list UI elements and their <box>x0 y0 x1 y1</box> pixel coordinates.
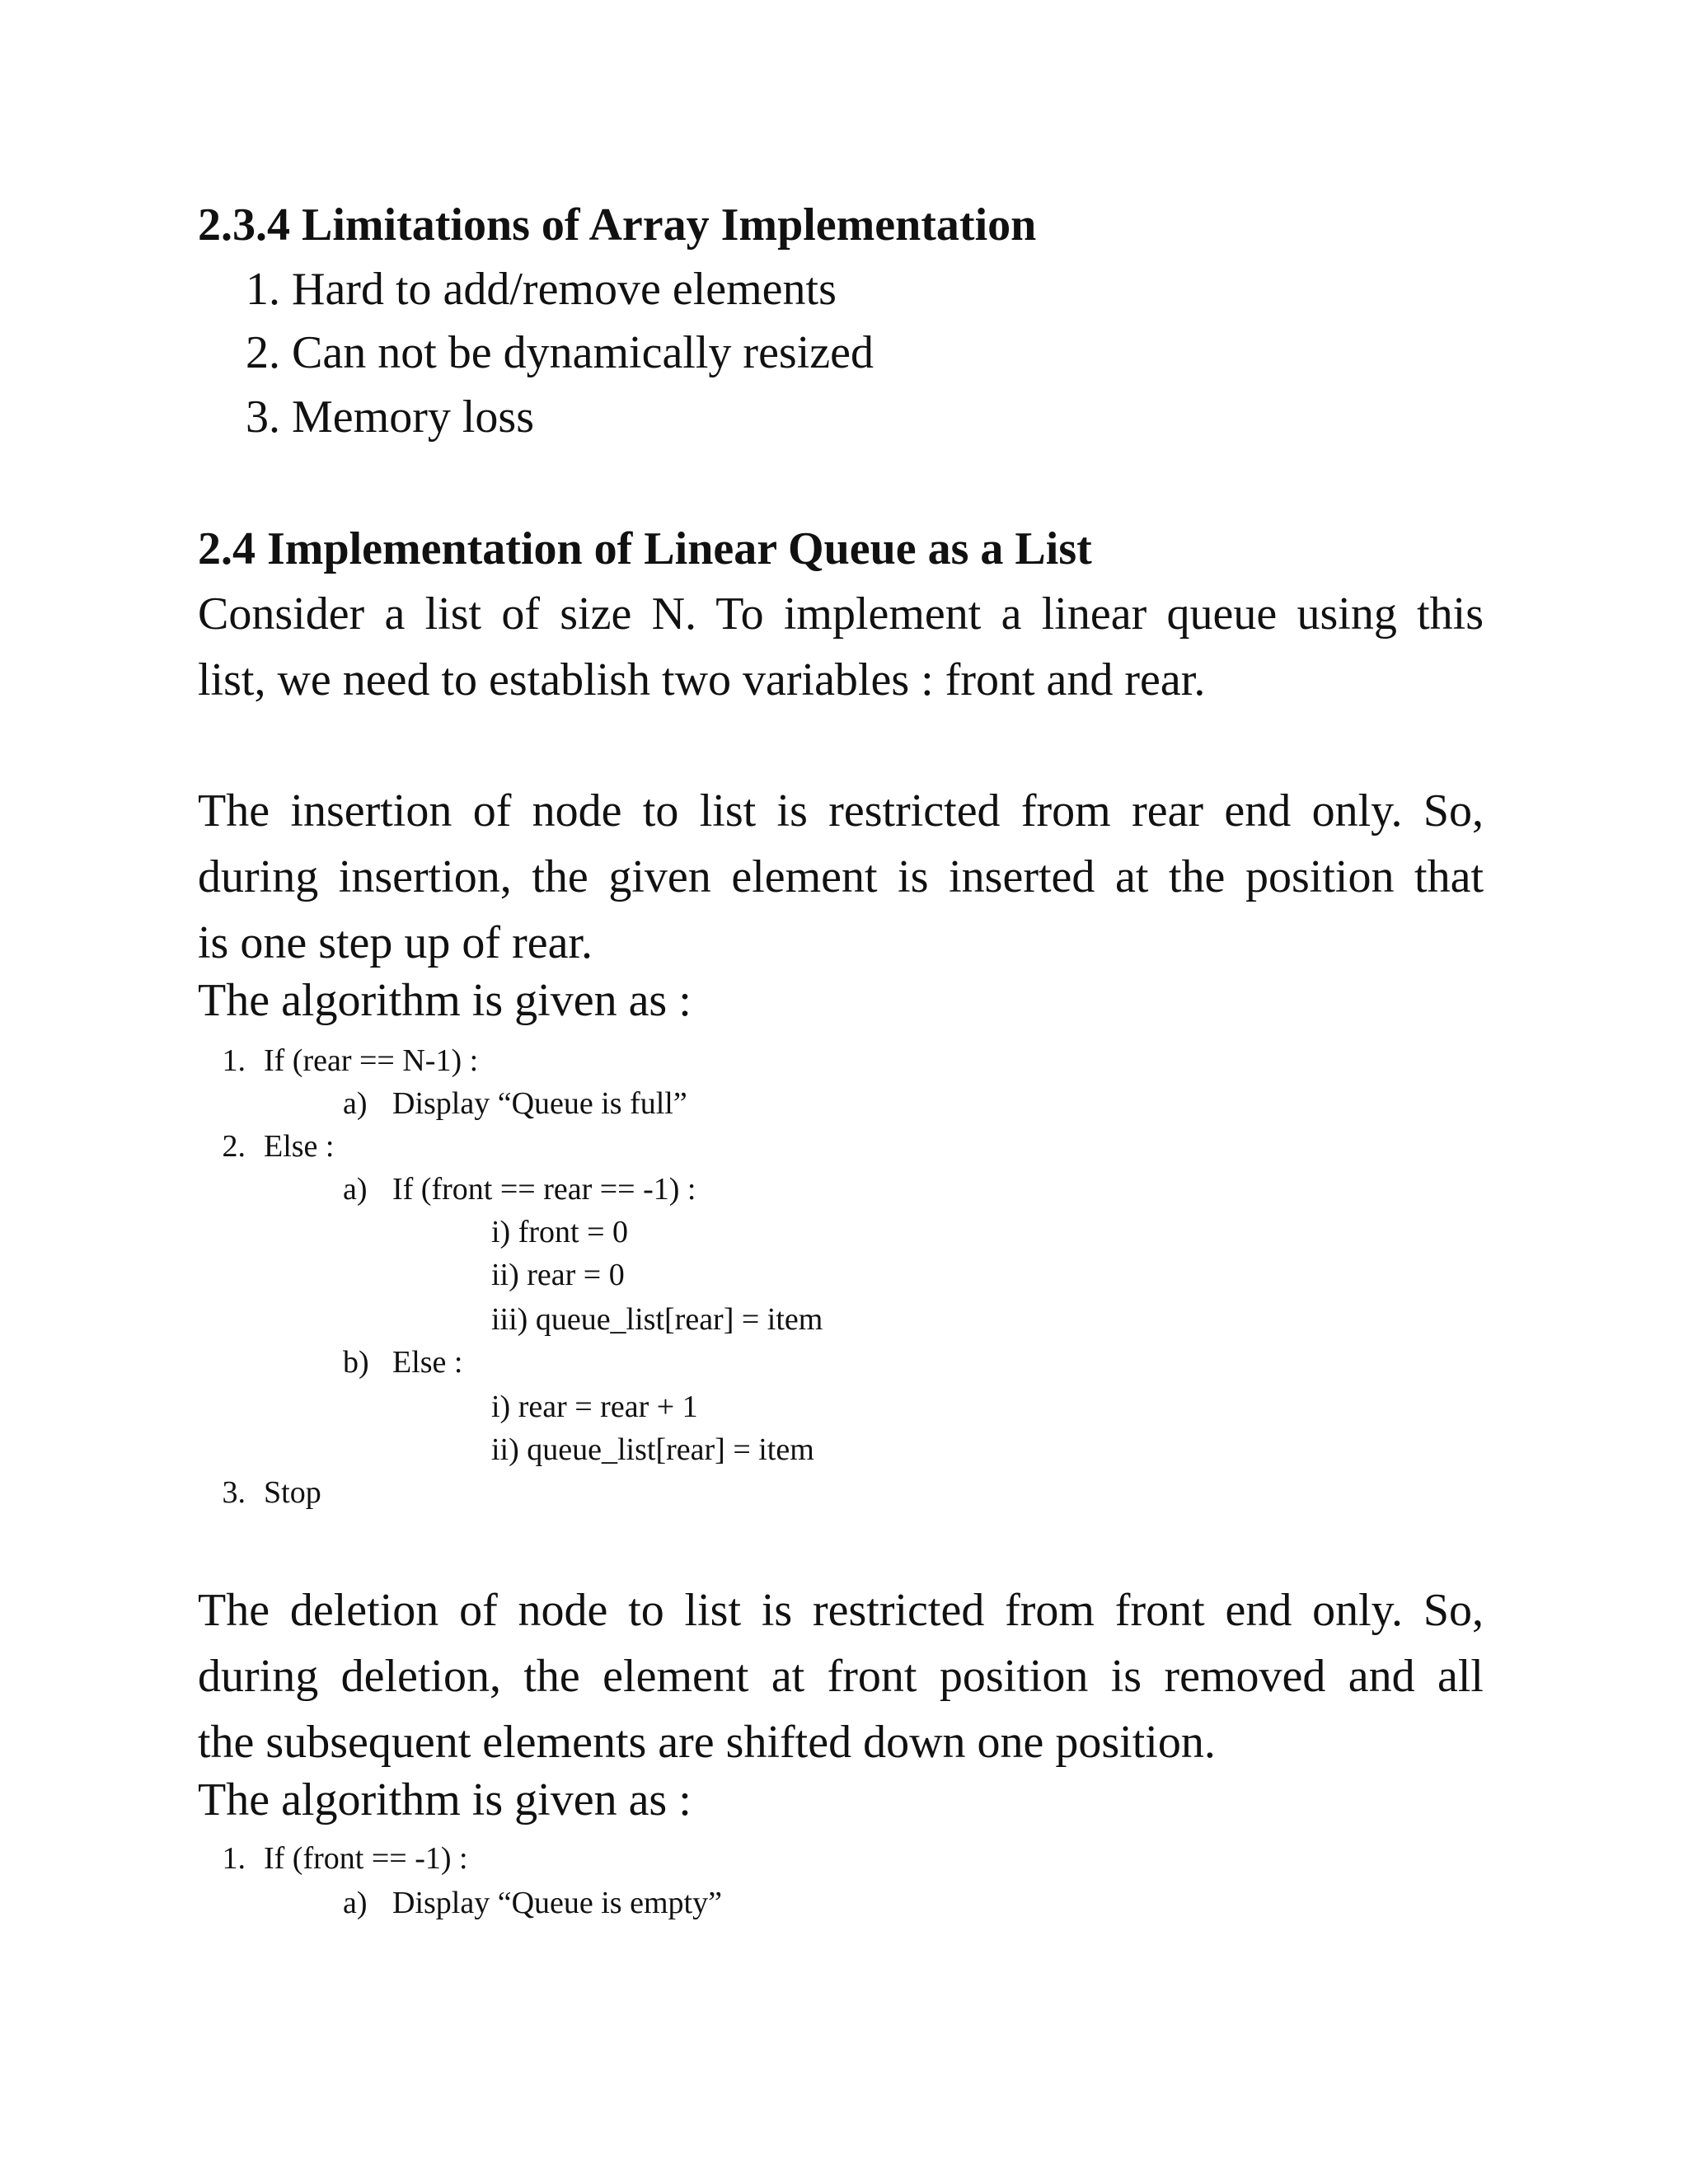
step-text: If (rear == N-1) : <box>264 1043 479 1078</box>
step-number: 2. <box>222 1129 246 1164</box>
step-letter: a) <box>343 1086 368 1121</box>
step-letter: a) <box>343 1172 368 1207</box>
step-text: Display “Queue is full” <box>392 1086 687 1121</box>
algo-substep: iii) queue_list[rear] = item <box>491 1302 823 1337</box>
algo-step-1 <box>196 1040 478 1081</box>
paragraph-line: during deletion, the element at front position is removed and all <box>198 1651 1484 1702</box>
paragraph-line: The deletion of node to list is restricted from front end only. So, <box>198 1585 1484 1636</box>
paragraph-line: is one step up of rear. <box>198 917 593 968</box>
algo-substep: i) rear = rear + 1 <box>491 1390 698 1424</box>
list-item: 3. Memory loss <box>246 391 534 443</box>
step-text: Else : <box>392 1345 463 1380</box>
step-text: Display “Queue is empty” <box>392 1886 722 1920</box>
paragraph-line: list, we need to establish two variables : front and rear. <box>198 654 1206 705</box>
algo-step-2a <box>343 1169 696 1210</box>
section-heading-limitations: 2.3.4 Limitations of Array Implementation <box>198 199 1037 251</box>
step-text: Else : <box>264 1129 335 1164</box>
step-number: 3. <box>222 1475 246 1510</box>
deletion-paragraph <box>198 1577 1484 1775</box>
algo-substep: i) front = 0 <box>491 1215 629 1249</box>
step-text: If (front == rear == -1) : <box>392 1172 696 1207</box>
algo-step-2 <box>196 1126 334 1167</box>
algo-step-1 <box>196 1838 468 1879</box>
step-number: 1. <box>222 1043 246 1078</box>
step-letter: a) <box>343 1886 368 1920</box>
algo-substep: ii) rear = 0 <box>491 1258 625 1292</box>
algo-substep: ii) queue_list[rear] = item <box>491 1432 814 1467</box>
intro-paragraph <box>198 581 1484 713</box>
algo-step-3 <box>196 1472 321 1513</box>
algorithm-intro-deletion: The algorithm is given as : <box>198 1774 692 1825</box>
list-item: 1. Hard to add/remove elements <box>246 264 837 315</box>
list-item: 2. Can not be dynamically resized <box>246 327 874 378</box>
algo-step-1a <box>343 1882 722 1924</box>
algorithm-intro-insertion: The algorithm is given as : <box>198 975 692 1026</box>
insertion-paragraph <box>198 778 1484 976</box>
paragraph-line: Consider a list of size N. To implement a linear queue using this <box>198 588 1484 640</box>
step-letter: b) <box>343 1345 369 1380</box>
paragraph-line: The insertion of node to list is restricted from rear end only. So, <box>198 785 1484 837</box>
section-heading-linear-queue: 2.4 Implementation of Linear Queue as a List <box>198 523 1092 574</box>
step-text: If (front == -1) : <box>264 1841 468 1876</box>
step-number: 1. <box>222 1841 246 1876</box>
algo-step-2b <box>343 1342 462 1383</box>
paragraph-line: during insertion, the given element is inserted at the position that <box>198 851 1484 902</box>
algo-step-1a <box>343 1083 687 1124</box>
paragraph-line: the subsequent elements are shifted down one position. <box>198 1717 1216 1768</box>
step-text: Stop <box>264 1475 321 1510</box>
